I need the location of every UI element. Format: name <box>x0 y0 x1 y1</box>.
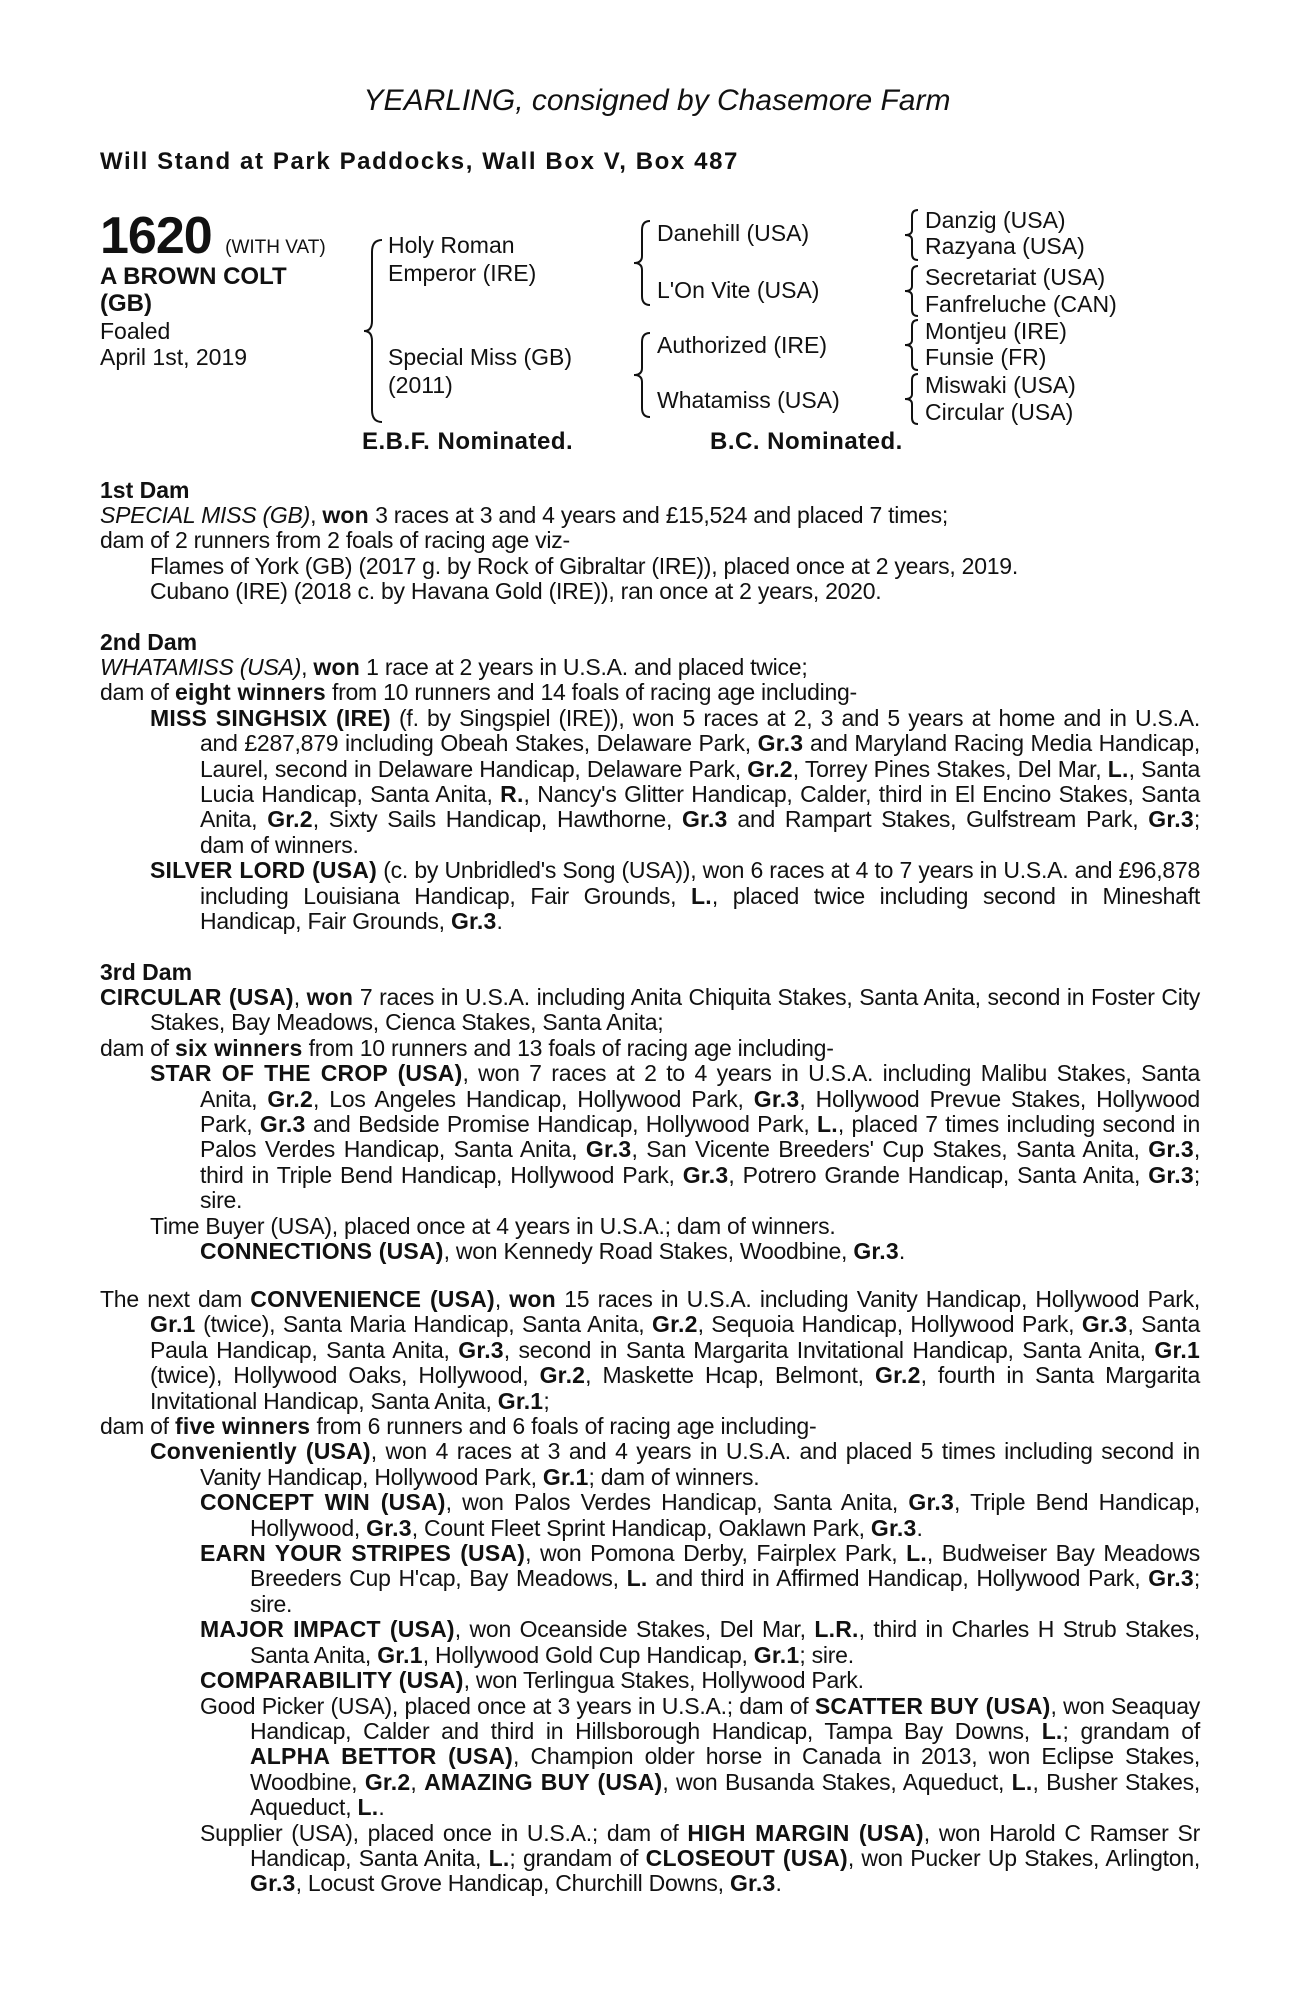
produce-entry <box>100 1694 1200 1821</box>
text-run: Time Buyer (USA), placed once at 4 years in U.S.A.; dam of winners. <box>150 1212 836 1239</box>
third-dam-text <box>100 985 1200 1264</box>
black-type-text: Gr.3 <box>585 1136 632 1163</box>
text-run: , Triple Bend Handicap, Hollywood, <box>250 1489 1200 1541</box>
lot-number: 1620 <box>100 207 212 265</box>
black-type-text: Gr.3 <box>250 1870 296 1897</box>
black-type-text: six winners <box>174 1034 303 1061</box>
black-type-text: Gr.3 <box>757 730 804 757</box>
stabling-location: Will Stand at Park Paddocks, Wall Box V, Box 487 <box>100 148 739 175</box>
text-run: dam of <box>100 1034 175 1061</box>
text-run: , Santa Paula Handicap, Santa Anita, <box>150 1311 1201 1363</box>
black-type-text: Gr.2 <box>267 1085 313 1112</box>
produce-summary <box>100 1414 1200 1439</box>
black-type-text: CONNECTIONS (USA) <box>200 1238 444 1265</box>
black-type-text: Gr.3 <box>681 806 728 833</box>
black-type-text: L. <box>1107 755 1129 782</box>
dam-name-italic: WHATAMISS (USA) <box>100 654 302 680</box>
text-run: dam of 2 runners from 2 foals of racing age viz- <box>100 527 570 554</box>
granddam-paternal: L'On Vite (USA) <box>657 277 820 303</box>
produce-entry <box>100 858 1200 934</box>
text-run: , placed 7 times including second in Palos Verdes Handicap, Santa Anita, <box>200 1111 1201 1163</box>
text-run: 15 races in U.S.A. including Vanity Handicap, Hollywood Park, <box>555 1286 1200 1312</box>
text-run: . <box>916 1514 923 1541</box>
dam-record <box>100 1287 1200 1414</box>
text-run: ; sire. <box>200 1161 1200 1214</box>
black-type-text: Gr.3 <box>458 1336 504 1363</box>
black-type-text: won <box>509 1286 556 1312</box>
text-run: , won Palos Verdes Handicap, Santa Anita, <box>445 1489 909 1516</box>
dam-name: Special Miss (GB) <box>388 344 573 370</box>
text-run: , won Oceanside Stakes, Del Mar, <box>454 1616 815 1643</box>
text-run: and Bedside Promise Handicap, Hollywood Park, <box>305 1111 818 1138</box>
first-dam-heading: 1st Dam <box>100 477 190 503</box>
black-type-text: five winners <box>174 1413 311 1440</box>
text-run: , Busher Stakes, Aqueduct, <box>250 1768 1201 1821</box>
ancestor: Danzig (USA) <box>925 207 1066 233</box>
text-run: , won 4 races at 3 and 4 years in U.S.A. and placed 5 times including second in Vanity Handicap, Hollywood Park, <box>200 1438 1200 1490</box>
granddam-maternal: Whatamiss (USA) <box>657 387 840 413</box>
black-type-text: CONCEPT WIN (USA) <box>200 1489 446 1516</box>
text-run: Flames of York (GB) (2017 g. by Rock of Gibraltar (IRE)), placed once at 2 years, 2019. <box>150 552 1018 579</box>
text-run: from 10 runners and 14 foals of racing age including- <box>325 679 857 706</box>
black-type-text: COMPARABILITY (USA) <box>200 1667 464 1694</box>
produce-entry <box>100 1541 1200 1617</box>
text-run: , Santa Lucia Handicap, Santa Anita, <box>200 755 1200 808</box>
black-type-text: Gr.2 <box>364 1768 411 1795</box>
text-run: . <box>496 908 503 935</box>
black-type-text: won <box>322 502 369 528</box>
foaled-date: April 1st, 2019 <box>100 344 248 370</box>
black-type-text: Conveniently (USA) <box>150 1438 371 1465</box>
text-run: 1 race at 2 years in U.S.A. and placed twice; <box>360 654 808 680</box>
black-type-text: Gr.3 <box>1148 1161 1194 1188</box>
dam-record <box>100 655 1200 680</box>
third-dam-heading: 3rd Dam <box>100 959 193 985</box>
text-run: ; dam of winners. <box>588 1463 760 1490</box>
next-dam-text <box>100 1287 1200 1897</box>
black-type-text: CLOSEOUT (USA) <box>645 1844 848 1871</box>
text-run: (twice), Hollywood Oaks, Hollywood, <box>150 1362 540 1389</box>
text-run: , Potrero Grande Handicap, Santa Anita, <box>728 1161 1149 1188</box>
produce-entry <box>100 706 1200 858</box>
text-run: ; sire. <box>799 1641 854 1668</box>
produce-entry <box>100 1061 1200 1213</box>
text-run: . <box>898 1238 906 1265</box>
brace-icon <box>900 264 924 318</box>
text-run: , <box>410 1768 425 1795</box>
black-type-text: EARN YOUR STRIPES (USA) <box>200 1540 526 1567</box>
ebf-nominated: E.B.F. Nominated. <box>362 428 574 455</box>
black-type-text: R. <box>500 781 524 808</box>
text-run: ; sire. <box>250 1565 1200 1617</box>
dam-year: (2011) <box>388 372 453 398</box>
produce-summary <box>100 528 1200 553</box>
text-run: , Sixty Sails Handicap, Hawthorne, <box>312 806 682 833</box>
text-run: , Maskette Hcap, Belmont, <box>585 1362 876 1389</box>
text-run: Cubano (IRE) (2018 c. by Havana Gold (IRE)), ran once at 2 years, 2020. <box>150 578 882 605</box>
text-run: ; grandam of <box>1062 1717 1200 1744</box>
text-run: (c. by Unbridled's Song (USA)), won 6 races at 4 to 7 years in U.S.A. and £96,878 including Louisiana Handicap, Fair Grounds, <box>200 857 1200 909</box>
lot-number-line <box>100 206 326 266</box>
text-run: , <box>293 984 307 1010</box>
text-run: , Los Angeles Handicap, Hollywood Park, <box>312 1085 754 1112</box>
black-type-text: Gr.1 <box>150 1311 196 1338</box>
vat-note: (WITH VAT) <box>225 237 326 258</box>
black-type-text: L. <box>906 1540 927 1567</box>
black-type-text: Gr.2 <box>267 806 313 833</box>
text-run: and Rampart Stakes, Gulfstream Park, <box>727 806 1149 833</box>
text-run: , third in Triple Bend Handicap, Hollywood Park, <box>200 1136 1200 1188</box>
black-type-text: L. <box>488 1844 510 1871</box>
text-run: Supplier (USA), placed once in U.S.A.; dam of <box>200 1819 688 1846</box>
ancestor: Montjeu (IRE) <box>925 318 1067 344</box>
black-type-text: ALPHA BETTOR (USA) <box>250 1743 514 1770</box>
text-run: (f. by Singspiel (IRE)), won 5 races at 2, 3 and 5 years at home and in U.S.A. and £287,879 including Obeah Stakes, Delaware Park, <box>200 704 1200 757</box>
lot-description: A BROWN COLT <box>100 263 287 290</box>
foaled-label: Foaled <box>100 318 171 344</box>
text-run: , fourth in Santa Margarita Invitational Handicap, Santa Anita, <box>150 1362 1200 1414</box>
black-type-text: Gr.3 <box>870 1514 917 1541</box>
produce-entry <box>100 1821 1200 1897</box>
text-run: and third in Affirmed Handicap, Hollywood Park, <box>647 1565 1149 1592</box>
black-type-text: L. <box>817 1111 838 1138</box>
text-run: . <box>775 1870 782 1897</box>
black-type-text: won <box>306 984 354 1010</box>
black-type-text: HIGH MARGIN (USA) <box>687 1819 924 1846</box>
black-type-text: Gr.3 <box>1148 1565 1194 1592</box>
black-type-text: Gr.2 <box>875 1362 921 1389</box>
text-run: , won Harold C Ramser Sr Handicap, Santa Anita, <box>250 1819 1200 1871</box>
ancestor: Secretariat (USA) <box>925 264 1106 290</box>
grandsire-maternal: Authorized (IRE) <box>657 332 828 358</box>
ancestor: Funsie (FR) <box>925 344 1047 370</box>
text-run: , Champion older horse in Canada in 2013, won Eclipse Stakes, Woodbine, <box>250 1743 1200 1795</box>
text-run: , Hollywood Gold Cup Handicap, <box>422 1641 754 1668</box>
text-run: , won Pomona Derby, Fairplex Park, <box>525 1540 907 1567</box>
black-type-text: eight winners <box>174 679 326 706</box>
text-run: , won Terlingua Stakes, Hollywood Park. <box>463 1667 864 1694</box>
ancestor: Razyana (USA) <box>925 233 1085 259</box>
black-type-text: L. <box>1011 1768 1033 1795</box>
black-type-text: Gr.3 <box>366 1514 412 1541</box>
text-run: ; <box>543 1387 550 1414</box>
pedigree-brace-icon <box>360 236 390 426</box>
brace-icon <box>900 372 924 426</box>
catalogue-title: YEARLING, consigned by Chasemore Farm <box>363 84 951 117</box>
produce-entry <box>100 1668 1200 1693</box>
text-run: , won Busanda Stakes, Aqueduct, <box>662 1768 1012 1795</box>
sire-name: Holy Roman <box>388 232 515 258</box>
text-run: , won Kennedy Road Stakes, Woodbine, <box>443 1238 854 1265</box>
text-run: The next dam <box>100 1286 251 1312</box>
black-type-text: Gr.1 <box>377 1641 423 1668</box>
ancestor: Fanfreluche (CAN) <box>925 291 1117 317</box>
text-run: , won Seaquay Handicap, Calder and third in Hillsborough Handicap, Tampa Bay Downs, <box>250 1692 1200 1744</box>
black-type-text: L. <box>357 1794 379 1821</box>
produce-entry <box>100 1439 1200 1490</box>
text-run: dam of <box>100 1413 175 1440</box>
black-type-text: Gr.2 <box>539 1362 586 1389</box>
produce-entry <box>100 1239 1200 1264</box>
text-run: . <box>378 1794 385 1821</box>
black-type-text: L. <box>1041 1717 1063 1744</box>
dam-name-italic: SPECIAL MISS (GB) <box>100 502 311 528</box>
text-run: , San Vicente Breeders' Cup Stakes, Santa Anita, <box>631 1136 1149 1163</box>
text-run: , Budweiser Bay Meadows Breeders Cup H'cap, Bay Meadows, <box>250 1540 1200 1592</box>
text-run: , won Pucker Up Stakes, Arlington, <box>847 1844 1200 1871</box>
first-dam-text <box>100 503 1200 605</box>
black-type-text: Gr.3 <box>259 1111 306 1138</box>
black-type-text: L. <box>691 882 712 909</box>
black-type-text: Gr.1 <box>753 1641 800 1668</box>
brace-icon <box>900 318 924 372</box>
dam-record <box>100 985 1200 1036</box>
black-type-text: Gr.1 <box>542 1463 589 1490</box>
brace-icon <box>900 208 924 262</box>
text-run: and Maryland Racing Media Handicap, Laurel, second in Delaware Handicap, Delaware Park, <box>200 730 1200 782</box>
black-type-text: AMAZING BUY (USA) <box>424 1768 663 1795</box>
text-run: dam of <box>100 679 175 706</box>
produce-summary <box>100 1036 1200 1061</box>
black-type-text: Gr.3 <box>1148 806 1194 833</box>
black-type-text: Gr.3 <box>853 1238 899 1265</box>
text-run: , Nancy's Glitter Handicap, Calder, third in El Encino Stakes, Santa Anita, <box>200 781 1200 833</box>
produce-entry <box>100 554 1200 579</box>
black-type-text: Gr.1 <box>1154 1336 1200 1363</box>
text-run: , Locust Grove Handicap, Churchill Downs, <box>295 1870 730 1897</box>
black-type-text: Gr.3 <box>908 1489 954 1516</box>
second-dam-heading: 2nd Dam <box>100 629 198 655</box>
black-type-text: MAJOR IMPACT (USA) <box>200 1616 455 1643</box>
text-run: , won 7 races at 2 to 4 years in U.S.A. including Malibu Stakes, Santa Anita, <box>200 1060 1200 1112</box>
black-type-text: CIRCULAR (USA) <box>100 984 294 1010</box>
produce-entry <box>100 1490 1200 1541</box>
text-run: , <box>494 1286 510 1312</box>
text-run: , second in Santa Margarita Invitational Handicap, Santa Anita, <box>503 1336 1155 1363</box>
sire-brace-icon <box>630 218 656 308</box>
black-type-text: STAR OF THE CROP (USA) <box>150 1060 463 1087</box>
black-type-text: Gr.3 <box>729 1870 776 1897</box>
black-type-text: Gr.3 <box>1081 1311 1128 1338</box>
text-run: , Count Fleet Sprint Handicap, Oaklawn Park, <box>411 1514 871 1541</box>
black-type-text: CONVENIENCE (USA) <box>250 1286 495 1312</box>
text-run: (twice), Santa Maria Handicap, Santa Anita, <box>195 1311 653 1338</box>
ancestor: Circular (USA) <box>925 399 1074 425</box>
text-run: , Sequoia Handicap, Hollywood Park, <box>697 1311 1082 1338</box>
text-run: , <box>310 502 323 528</box>
text-run: , third in Charles H Strub Stakes, Santa Anita, <box>250 1616 1201 1668</box>
black-type-text: L. <box>626 1565 648 1592</box>
text-run: from 6 runners and 6 foals of racing age including- <box>310 1413 817 1440</box>
text-run: , Torrey Pines Stakes, Del Mar, <box>792 755 1108 782</box>
bc-nominated: B.C. Nominated. <box>710 428 903 455</box>
ancestor: Miswaki (USA) <box>925 372 1076 398</box>
text-run: , <box>301 654 314 680</box>
black-type-text: Gr.2 <box>652 1311 698 1338</box>
lot-country: (GB) <box>100 290 152 317</box>
second-dam-text <box>100 655 1200 934</box>
dam-record <box>100 503 1200 528</box>
text-run: ; dam of winners. <box>200 806 1200 858</box>
black-type-text: MISS SINGHSIX (IRE) <box>150 704 391 731</box>
sire-name-line2: Emperor (IRE) <box>388 260 537 286</box>
black-type-text: Gr.3 <box>753 1085 800 1112</box>
produce-entry <box>100 579 1200 604</box>
black-type-text: won <box>313 654 360 680</box>
text-run: 3 races at 3 and 4 years and £15,524 and placed 7 times; <box>368 502 948 528</box>
text-run: Good Picker (USA), placed once at 3 years in U.S.A.; dam of <box>200 1692 815 1719</box>
text-run: 7 races in U.S.A. including Anita Chiquita Stakes, Santa Anita, second in Foster City Stakes, Bay Meadows, Cienca Stakes, Santa Anita; <box>150 984 1201 1036</box>
produce-summary <box>100 680 1200 705</box>
black-type-text: SCATTER BUY (USA) <box>814 1692 1051 1719</box>
black-type-text: Gr.2 <box>747 755 793 782</box>
text-run: ; grandam of <box>509 1844 646 1871</box>
black-type-text: Gr.3 <box>1148 1136 1194 1163</box>
black-type-text: Gr.1 <box>497 1387 544 1414</box>
dam-brace-icon <box>630 330 656 420</box>
black-type-text: Gr.3 <box>682 1161 729 1188</box>
produce-entry <box>100 1214 1200 1239</box>
black-type-text: SILVER LORD (USA) <box>150 857 377 884</box>
text-run: , Hollywood Prevue Stakes, Hollywood Park, <box>200 1085 1200 1138</box>
grandsire-paternal: Danehill (USA) <box>657 220 810 246</box>
text-run: , placed twice including second in Mineshaft Handicap, Fair Grounds, <box>200 882 1200 935</box>
black-type-text: Gr.3 <box>450 908 497 935</box>
black-type-text: L.R. <box>814 1616 859 1643</box>
produce-entry <box>100 1617 1200 1668</box>
text-run: from 10 runners and 13 foals of racing age including- <box>302 1034 834 1061</box>
